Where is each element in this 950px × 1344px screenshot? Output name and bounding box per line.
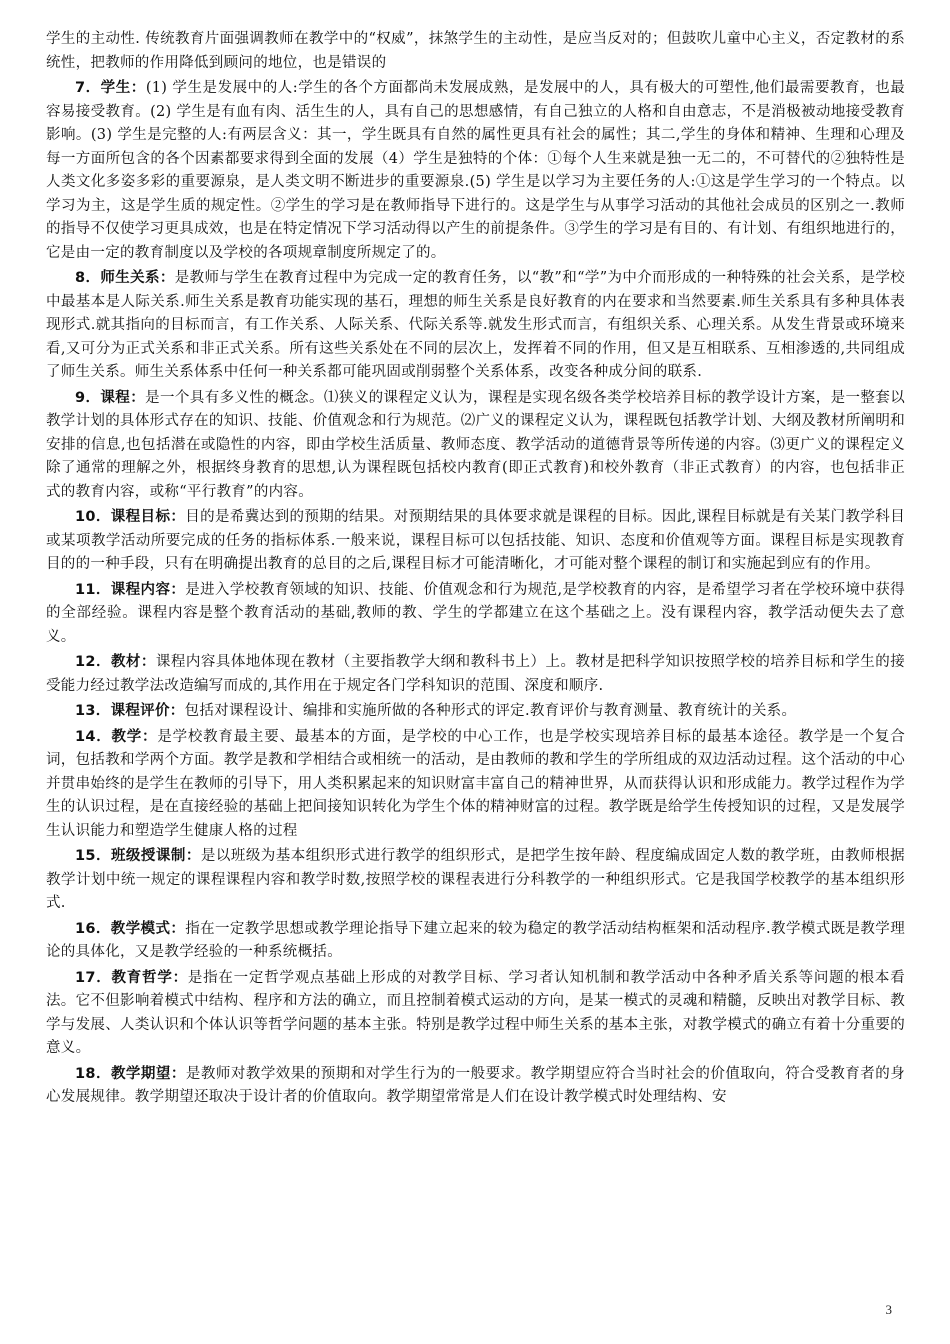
definition-term: 15．班级授课制： <box>75 848 201 864</box>
definition-text: 目的是希冀达到的预期的结果。对预期结果的具体要求就是课程的目标。因此,课程目标就是有关某门教学科目或某项教学活动所要完成的任务的指标体系.一般来说，课程目标可以包括技能、知识、态度和价值观等方面。课程目标是实现教育目的的一种手段，只有在明确提出教育的总目的之后,课程目标才可能清晰化，才可能对整个课程的制订和实施起到应有的作用。 <box>46 509 905 572</box>
definition-entry <box>46 579 905 650</box>
definition-entry <box>46 967 905 1061</box>
definition-text: (1) 学生是发展中的人:学生的各个方面都尚未发展成熟，是发展中的人，具有极大的可塑性,他们最需要教育，也最容易接受教育。(2) 学生是有血有肉、活生生的人，具有自己的思想感情，有自己独立的人格和自由意志，不是消极被动地接受教育影响。(3) 学生是完整的人:有两层含义：其一，学生既具有自然的属性更具有社会的属性；其二,学生的身体和精神、生理和心理及每一方面所包含的各个因素都要求得到全面的发展（4）学生是独特的个体：①每个人生来就是独一无二的，不可替代的②独特性是人类文化多姿多彩的重要源泉，是人类文明不断进步的重要源泉.(5) 学生是以学习为主要任务的人:①这是学生学习的一个特点。以学习为主，这是学生质的规定性。②学生的学习是在教师指导下进行的。这是学生与从事学习活动的其他社会成员的区别之一.教师的指导不仅使学习更具成效，也是在特定情况下学习活动得以产生的前提条件。③学生的学习是有目的、有计划、有组织地进行的，它是由一定的教育制度以及学校的各项规章制度所规定了的。 <box>46 80 905 261</box>
definition-entry <box>46 918 905 965</box>
definition-text: 是进入学校教育领域的知识、技能、价值观念和行为规范,是学校教育的内容，是希望学习者在学校环境中获得的全部经验。课程内容是整个教育活动的基础,教师的教、学生的学都建立在这个基础之上。没有课程内容，教学活动便失去了意义。 <box>46 581 905 645</box>
definition-term: 10．课程目标： <box>75 509 186 525</box>
definition-entry <box>46 726 905 844</box>
definition-term: 7．学生： <box>75 80 146 96</box>
definition-term: 11．课程内容： <box>75 581 186 598</box>
definition-entry <box>46 267 905 385</box>
definition-text: 指在一定教学思想或教学理论指导下建立起来的较为稳定的教学活动结构框架和活动程序.教学模式既是教学理论的具体化，又是教学经验的一种系统概括。 <box>46 920 905 960</box>
definition-term: 18．教学期望： <box>75 1065 186 1082</box>
definition-text: 是一个具有多义性的概念。⑴狭义的课程定义认为，课程是实现名级各类学校培养目标的教学设计方案，是一整套以教学计划的具体形式存在的知识、技能、价值观念和行为规范。⑵广义的课程定义认为，课程既包括教学计划、大纲及教材所阐明和安排的信息,也包括潜在或隐性的内容，即由学校生活质量、教师态度、教学活动的道德背景等所传递的内容。⑶更广义的课程定义除了通常的理解之外，根据终身教育的思想,认为课程既包括校内教育(即正式教育)和校外教育（非正式教育）的内容，也包括非正式的教育内容，或称“平行教育”的内容。 <box>46 389 906 500</box>
definition-term: 8．师生关系： <box>75 270 175 286</box>
definition-entry <box>46 1063 905 1110</box>
definition-text: 课程内容具体地体现在教材（主要指教学大纲和教科书上）上。教材是把科学知识按照学校的培养目标和学生的接受能力经过教学法改造编写而成的,其作用在于规定各门学科知识的范围、深度和顺序. <box>46 654 905 694</box>
definition-entry <box>46 77 905 265</box>
definition-entry <box>46 845 905 916</box>
page-number: 3 <box>885 1302 892 1317</box>
definition-entry <box>46 651 905 698</box>
definition-entry <box>46 387 905 505</box>
definition-text: 是指在一定哲学观点基础上形成的对教学目标、学习者认知机制和教学活动中各种矛盾关系等问题的根本看法。它不但影响着模式中结构、程序和方法的确立，而且控制着模式运动的方向，是某一模式的灵魂和精髓，反映出对教学目标、教学与发展、人类认识和个体认识等哲学问题的基本主张。特别是教学过程中师生关系的基本主张，对教学模式的确立有着十分重要的意义。 <box>46 969 905 1056</box>
definition-term: 17．教育哲学： <box>75 969 188 986</box>
definition-term: 9．课程： <box>75 389 146 406</box>
definition-text: 是学校教育最主要、最基本的方面，是学校的中心工作，也是学校实现培养目标的最基本途径。教学是一个复合词，包括教和学两个方面。教学是教和学相结合或相统一的活动，是由教师的教和学生的学所组成的双边活动过程。这个活动的中心并贯串始终的是学生在教师的引导下，用人类积累起来的知识财富丰富自己的精神世界，从而获得认识和形成能力。教学过程作为学生的认识过程，是在直接经验的基础上把间接知识转化为学生个体的精神财富的过程。教学既是给学生传授知识的过程，又是发展学生认识能力和塑造学生健康人格的过程 <box>46 728 905 839</box>
definition-text: 包括对课程设计、编排和实施所做的各种形式的评定.教育评价与教育测量、教育统计的关系。 <box>184 703 797 719</box>
definition-term: 16．教学模式： <box>75 920 186 937</box>
definition-term: 12．教材： <box>75 654 156 670</box>
definition-term: 13．课程评价： <box>75 703 185 719</box>
definition-entry <box>46 700 905 724</box>
definition-term: 14．教学： <box>75 728 158 745</box>
intro-paragraph: 学生的主动性. 传统教育片面强调教师在教学中的“权威”，抹煞学生的主动性，是应当反对的；但鼓吹儿童中心主义，否定教材的系统性，把教师的作用降低到顾问的地位，也是错误的 <box>46 31 905 71</box>
definition-text: 是教师对教学效果的预期和对学生行为的一般要求。教学期望应符合当时社会的价值取向，符合受教育者的身心发展规律。教学期望还取决于设计者的价值取向。教学期望常常是人们在设计教学模式时处理结构、安 <box>46 1065 906 1105</box>
definition-text: 是以班级为基本组织形式进行教学的组织形式，是把学生按年龄、程度编成固定人数的教学班，由教师根据教学计划中统一规定的课程课程内容和教学时数,按照学校的课程表进行分科教学的一种组织形式。它是我国学校教学的基本组织形式. <box>46 848 905 911</box>
definition-list <box>46 77 905 1110</box>
definition-entry <box>46 506 905 577</box>
definition-text: 是教师与学生在教育过程中为完成一定的教育任务，以“教”和“学”为中介而形成的一种特殊的社会关系，是学校中最基本是人际关系.师生关系是教育功能实现的基石，理想的师生关系是良好教育的内在要求和当然要素.师生关系具有多种具体表现形式.就其指向的目标而言，有工作关系、人际关系、代际关系等.就发生形式而言，有组织关系、心理关系。从发生背景或环境来看,又可分为正式关系和非正式关系。所有这些关系处在不同的层次上，发挥着不同的作用，但又是互相联系、互相渗透的,共同组成了师生关系。师生关系体系中任何一种关系都可能巩固或削弱整个关系体系，改变各种成分间的联系. <box>46 270 905 380</box>
